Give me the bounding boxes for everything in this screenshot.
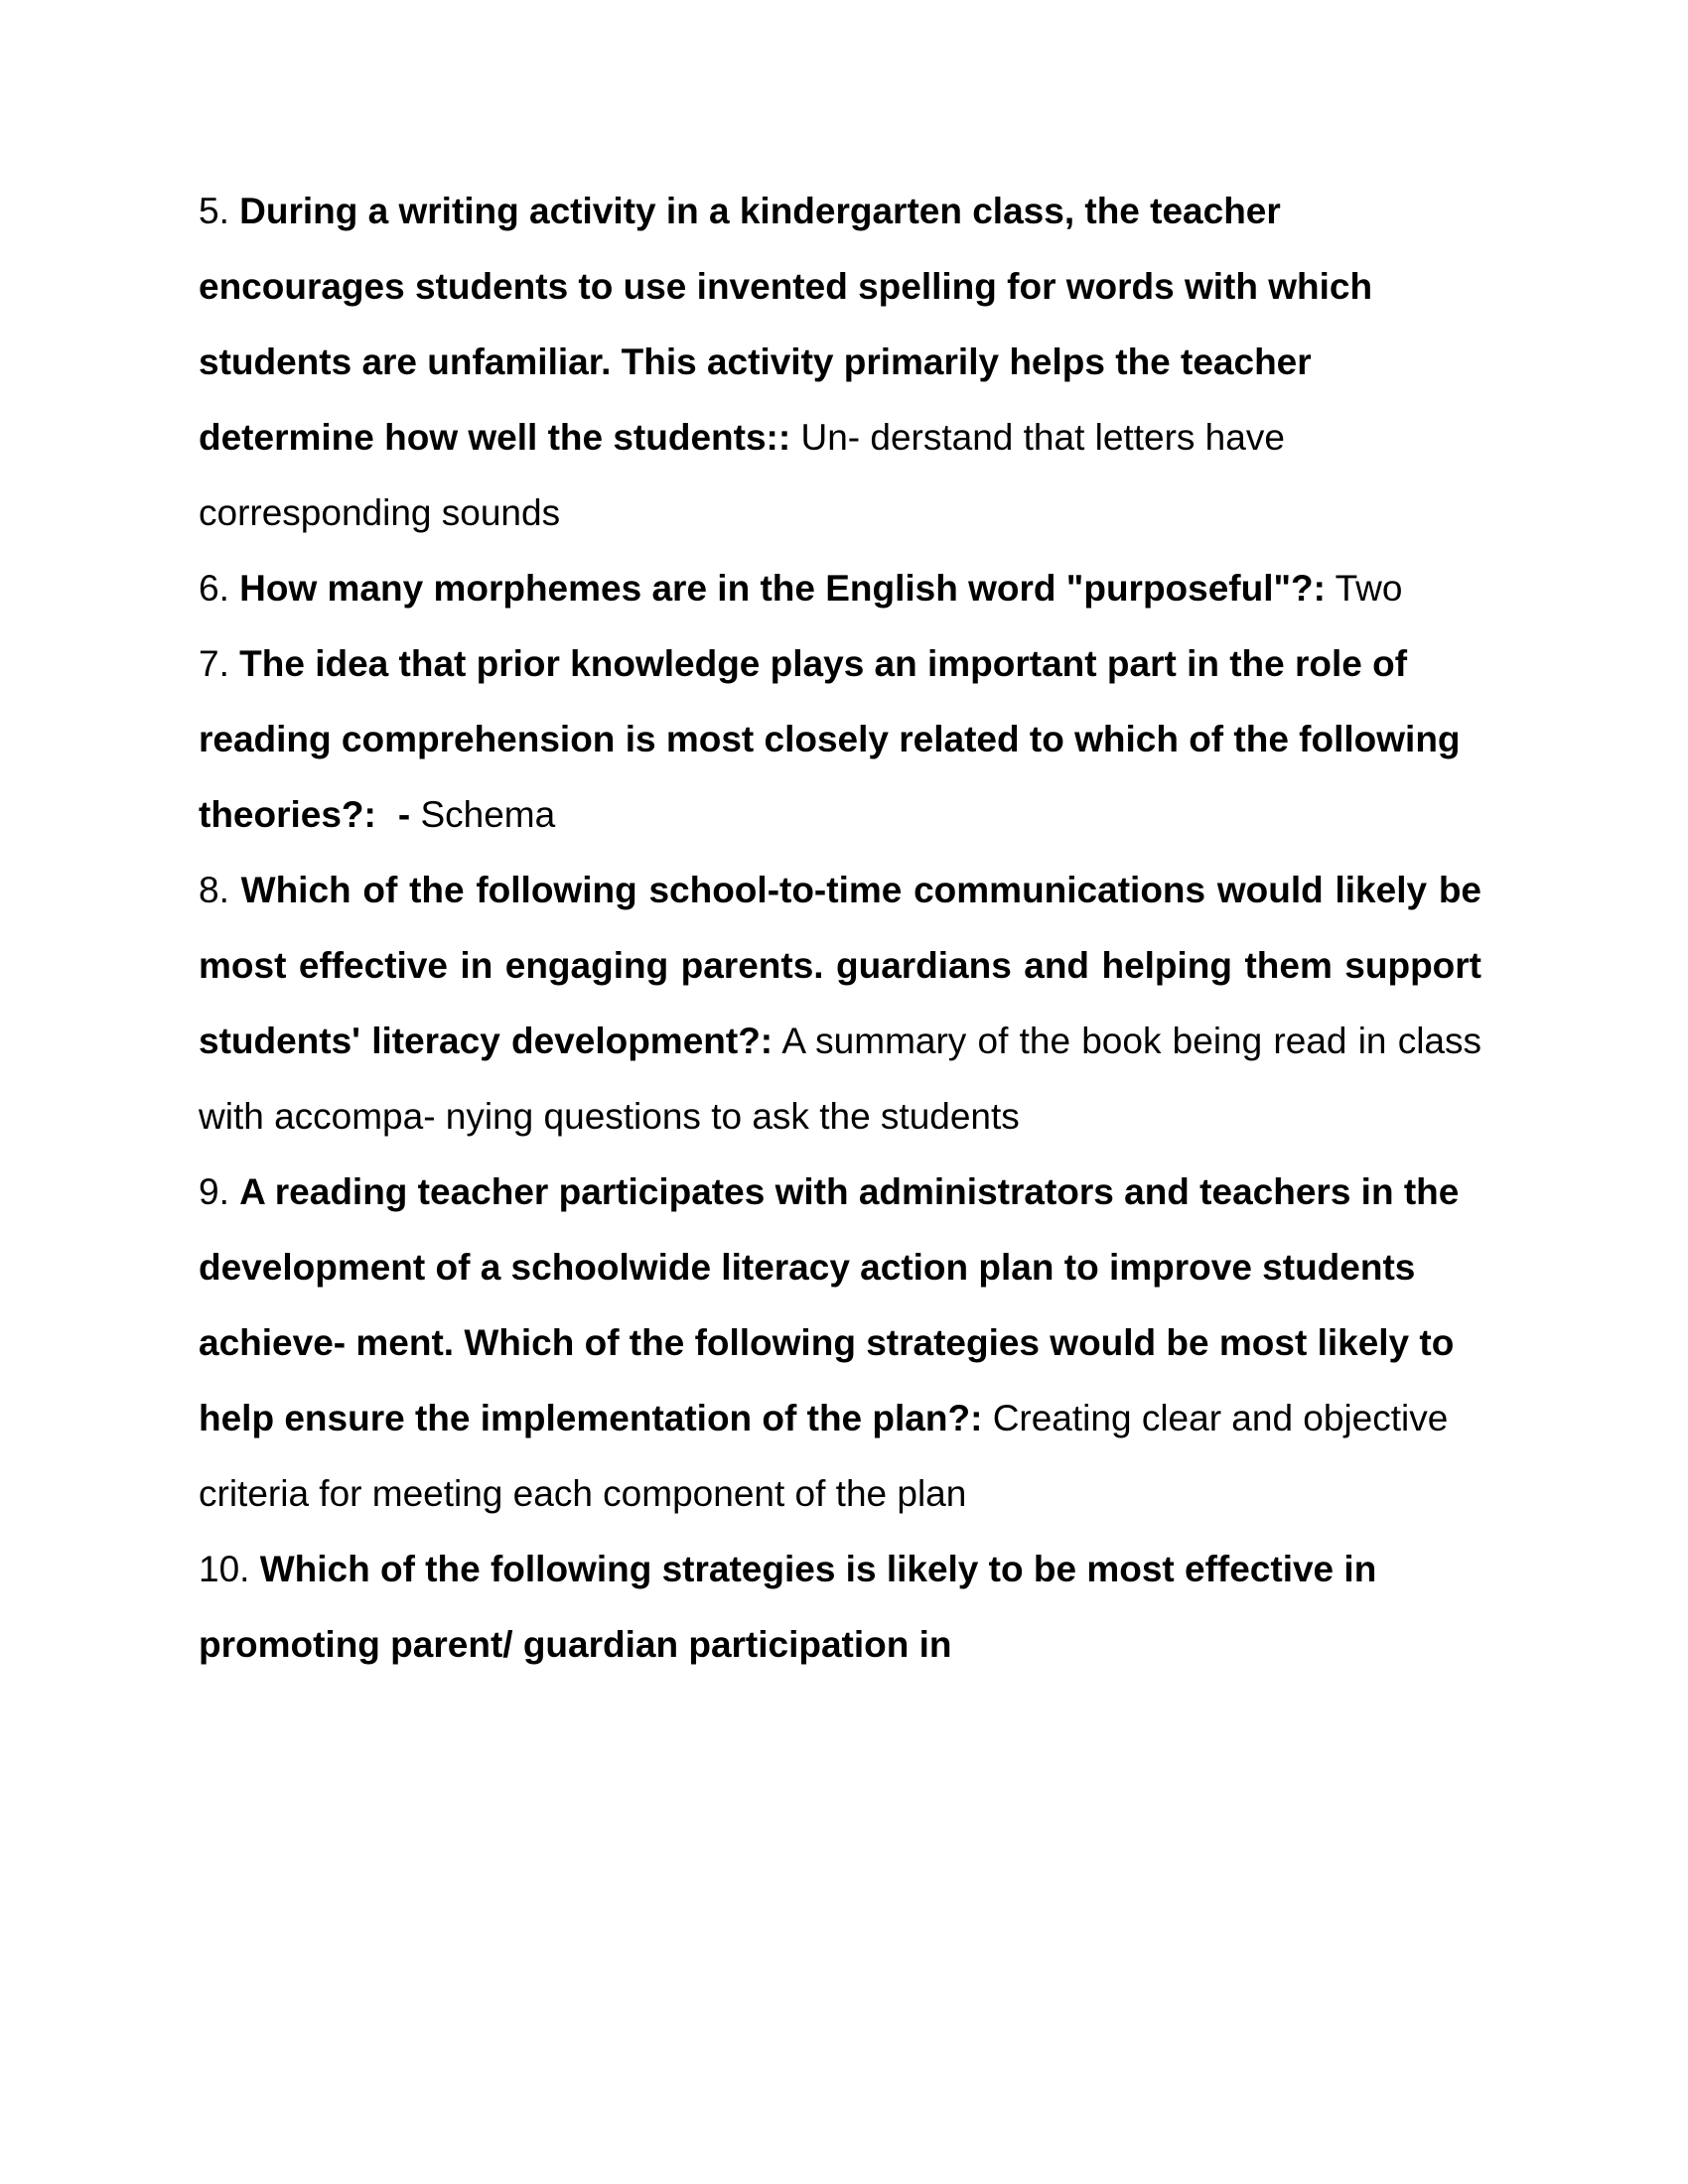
answer-text-8: A summary of the book being read in class with accompa- nying questions to ask the students [199, 1021, 1482, 1137]
qa-item-6 [199, 551, 1481, 626]
question-text-9: A reading teacher participates with administrators and teachers in the development of a schoolwide literacy action plan to improve students achieve- ment. Which of the following strategies would be most likely to help ensure the implementation of the plan?: [199, 1171, 1460, 1438]
question-text-5: During a writing activity in a kindergarten class, the teacher encourages students to use invented spelling for words with which students are unfamiliar. This activity primarily helps the teacher determine how well the students:: [199, 191, 1373, 458]
qa-item-7 [199, 626, 1481, 853]
qa-item-5 [199, 174, 1481, 551]
answer-text-5: Un- derstand that letters have corresponding sounds [199, 417, 1285, 533]
question-number-5: 5. [199, 191, 229, 231]
qa-item-8 [199, 853, 1481, 1155]
question-number-8: 8. [199, 870, 229, 910]
question-number-6: 6. [199, 568, 229, 609]
answer-text-6: Two [1335, 568, 1403, 609]
question-text-7: The idea that prior knowledge plays an important part in the role of reading comprehension is most closely related to which of the following theories?: [199, 643, 1461, 835]
question-text-8: Which of the following school-to-time communications would likely be most effective in engaging parents. guardians and helping them support students' literacy development?: [199, 870, 1482, 1061]
question-text-10: Which of the following strategies is likely to be most effective in promoting parent/ guardian participation in [199, 1549, 1377, 1665]
answer-text-7: Schema [420, 794, 556, 835]
question-text-6: How many morphemes are in the English word "purposeful"?: [239, 568, 1326, 609]
question-number-9: 9. [199, 1171, 229, 1212]
answer-text-9: Creating clear and objective criteria for meeting each component of the plan [199, 1398, 1449, 1514]
qa-item-10 [199, 1532, 1481, 1683]
question-number-7: 7. [199, 643, 229, 684]
question-number-10: 10. [199, 1549, 250, 1589]
answer-dash-7: - [397, 794, 411, 835]
document-text-body [199, 174, 1481, 1683]
qa-item-9 [199, 1155, 1481, 1532]
